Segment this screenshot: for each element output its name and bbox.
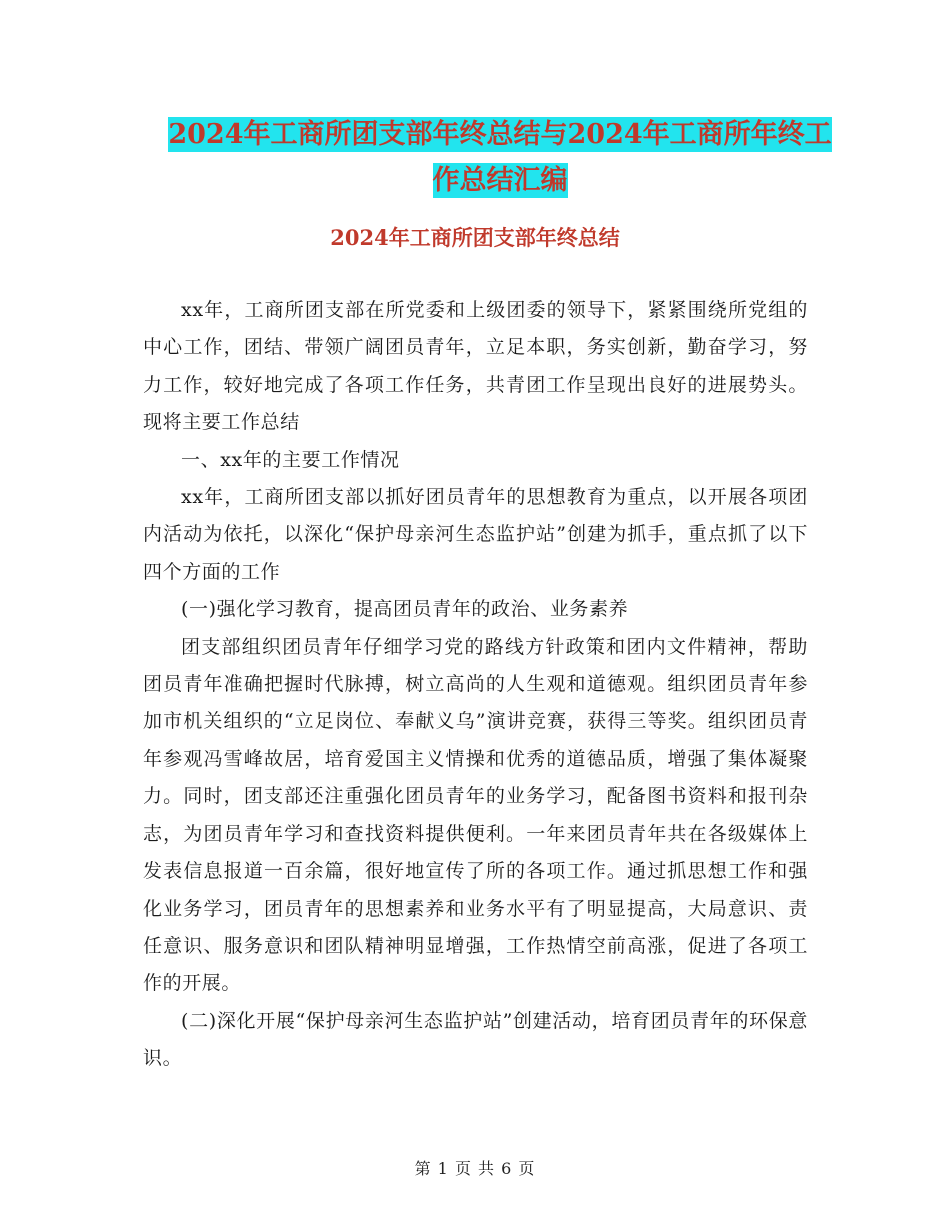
heading-main-work: 一、xx年的主要工作情况 [181,448,400,471]
paragraph-focus: xx年，工商所团支部以抓好团员青年的思想教育为重点，以开展各项团内活动为依托，以深化“保护母亲河生态监护站”创建为抓手，重点抓了以下四个方面的工作 [143,486,808,583]
section-title: 2024年工商所团支部年终总结 [330,225,620,250]
page-footer: 第 1 页 共 6 页 [414,1159,536,1178]
subheading-study: (一)强化学习教育，提高团员青年的政治、业务素养 [181,598,629,621]
paragraph-study: 团支部组织团员青年仔细学习党的路线方针政策和团内文件精神，帮助团员青年准确把握时代脉搏，树立高尚的人生观和道德观。组织团员青年参加市机关组织的“立足岗位、奉献义乌”演讲竞赛，获得三等奖。组织团员青年参观冯雪峰故居，培育爱国主义情操和优秀的道德品质，增强了集体凝聚力。同时，团支部还注重强化团员青年的业务学习，配备图书资料和报刊杂志，为团员青年学习和查找资料提供便利。一年来团员青年共在各级媒体上发表信息报道一百余篇，很好地宣传了所的各项工作。通过抓思想工作和强化业务学习，团员青年的思想素养和业务水平有了明显提高，大局意识、责任意识、服务意识和团队精神明显增强，工作热情空前高涨，促进了各项工作的开展。 [143,635,808,995]
document-body [143,292,808,1078]
main-title-line1: 2024年工商所团支部年终总结与2024年工商所年终工 [168,119,832,150]
main-title [140,112,860,204]
paragraph-intro: xx年，工商所团支部在所党委和上级团委的领导下，紧紧围绕所党组的中心工作，团结、带领广阔团员青年，立足本职，务实创新，勤奋学习，努力工作，较好地完成了各项工作任务，共青团工作呈现出良好的进展势头。现将主要工作总结 [143,299,808,434]
main-title-line2: 作总结汇编 [432,165,568,196]
subheading-environment: (二)深化开展“保护母亲河生态监护站”创建活动，培育团员青年的环保意识。 [143,1009,808,1070]
